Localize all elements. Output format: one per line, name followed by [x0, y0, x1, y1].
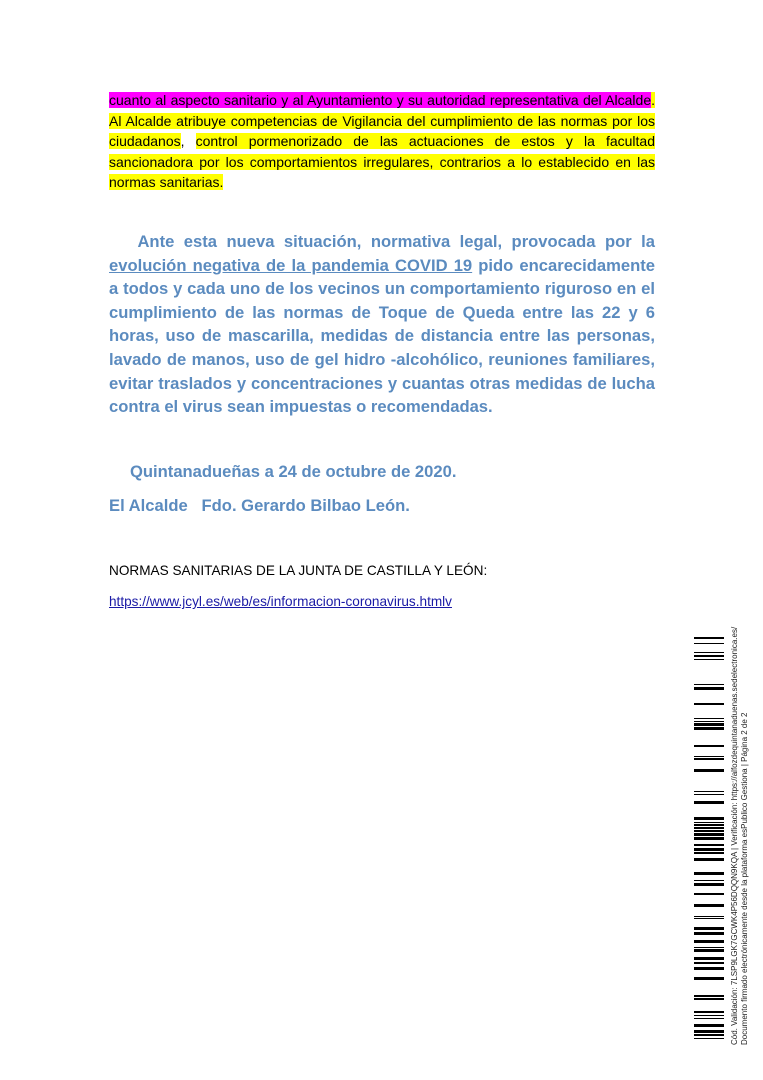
barcode-bar — [694, 927, 724, 930]
barcode-bar — [694, 1015, 724, 1016]
barcode-bar — [694, 655, 724, 657]
barcode-bar — [694, 822, 724, 823]
barcode-bar — [694, 756, 724, 757]
barcode-bar — [694, 880, 724, 881]
barcode-bar — [694, 643, 724, 644]
barcode-bar — [694, 949, 724, 952]
barcode-bar — [694, 801, 724, 804]
highlight-magenta: cuanto al aspecto sanitario y al Ayuntamiento y su autoridad representativa del Alcalde — [109, 92, 652, 108]
barcode-bar — [694, 1024, 724, 1027]
barcode-bar — [694, 817, 724, 820]
date-line: Quintanadueñas a 24 de octubre de 2020. — [130, 462, 457, 481]
barcode-bar — [694, 852, 724, 854]
barcode-bar — [694, 848, 724, 851]
barcode-bar — [694, 637, 724, 639]
barcode-bar — [694, 858, 724, 861]
appeal-underlined-text: evolución negativa de la pandemia COVID 19 — [109, 255, 473, 275]
verification-line-1: Cód. Validación: 7LSP9LGK7GCWK4P56DQQN9KQA | Verificación: https://alfozdequintanaduenas.sedelectronica.es/ — [730, 626, 739, 1045]
appeal-text-before: Ante esta nueva situación, normativa legal, provocada por la — [137, 232, 656, 251]
barcode-bar — [694, 957, 724, 960]
barcode-bar — [694, 721, 724, 722]
barcode-bar — [694, 659, 724, 660]
barcode-bar — [694, 1034, 724, 1036]
barcode-bar — [694, 745, 724, 747]
appeal-paragraph — [109, 230, 655, 419]
barcode-bar — [694, 791, 724, 792]
barcode-bar — [694, 758, 724, 760]
validation-barcode — [694, 637, 724, 1044]
barcode-bar — [694, 947, 724, 948]
paragraph-highlighted — [109, 90, 655, 193]
barcode-bar — [694, 967, 724, 970]
highlight-yellow-b: control pormenorizado de las actuaciones de estos y la facultad sancionadora por los comportamientos irregulares, contrarios a lo establecido en las normas sanitarias. — [109, 133, 655, 191]
barcode-bar — [694, 833, 724, 836]
barcode-bar — [694, 769, 724, 772]
appeal-text-after: pido encarecidamente a todos y cada uno de los vecinos un comportamiento riguroso en el cumplimiento de las normas de Toque de Queda entre las 22 y 6 horas, uso de mascarilla, medidas de distancia entre las personas, lavado de manos, uso de gel hidro -alcohólico, reuniones familiares, evitar traslados y concentraciones y cuantas otras medidas de lucha contra el virus sean impuestas o recomendadas. — [109, 255, 655, 417]
barcode-bar — [694, 718, 724, 719]
barcode-bar — [694, 916, 724, 917]
highlight-yellow-dot: . — [651, 92, 655, 108]
barcode-bar — [694, 904, 724, 907]
barcode-bar — [694, 872, 724, 875]
barcode-bar — [694, 1038, 724, 1039]
barcode-bar — [694, 932, 724, 935]
barcode-bar — [694, 723, 724, 726]
barcode-bar — [694, 995, 724, 997]
barcode-bar — [694, 844, 724, 846]
barcode-bar — [694, 837, 724, 840]
barcode-bar — [694, 893, 724, 895]
barcode-bar — [694, 1011, 724, 1013]
barcode-bar — [694, 830, 724, 832]
barcode-bar — [694, 703, 724, 705]
barcode-bar — [694, 940, 724, 943]
plain-comma: , — [180, 133, 196, 150]
barcode-bar — [694, 827, 724, 829]
verification-line-2: Documento firmado electrónicamente desde la plataforma esPublico Gestiona | Página 2 de 2 — [740, 712, 749, 1045]
barcode-bar — [694, 652, 724, 653]
normas-link[interactable]: https://www.jcyl.es/web/es/informacion-coronavirus.htmlv — [109, 594, 452, 609]
barcode-bar — [694, 684, 724, 685]
barcode-bar — [694, 1018, 724, 1019]
barcode-bar — [694, 824, 724, 826]
barcode-bar — [694, 727, 724, 730]
barcode-bar — [694, 918, 724, 919]
normas-title: NORMAS SANITARIAS DE LA JUNTA DE CASTILLA Y LEÓN: — [109, 563, 488, 578]
signature-line: El Alcalde Fdo. Gerardo Bilbao León. — [109, 496, 410, 515]
barcode-bar — [694, 977, 724, 980]
verification-text — [730, 625, 750, 1045]
barcode-bar — [694, 883, 724, 886]
barcode-bar — [694, 962, 724, 964]
barcode-bar — [694, 1030, 724, 1033]
barcode-bar — [694, 687, 724, 690]
barcode-bar — [694, 794, 724, 795]
barcode-bar — [694, 998, 724, 1000]
highlight-yellow-a: Al Alcalde atribuye competencias de Vigilancia del cumplimiento de las normas por los ciudadanos — [109, 112, 655, 150]
